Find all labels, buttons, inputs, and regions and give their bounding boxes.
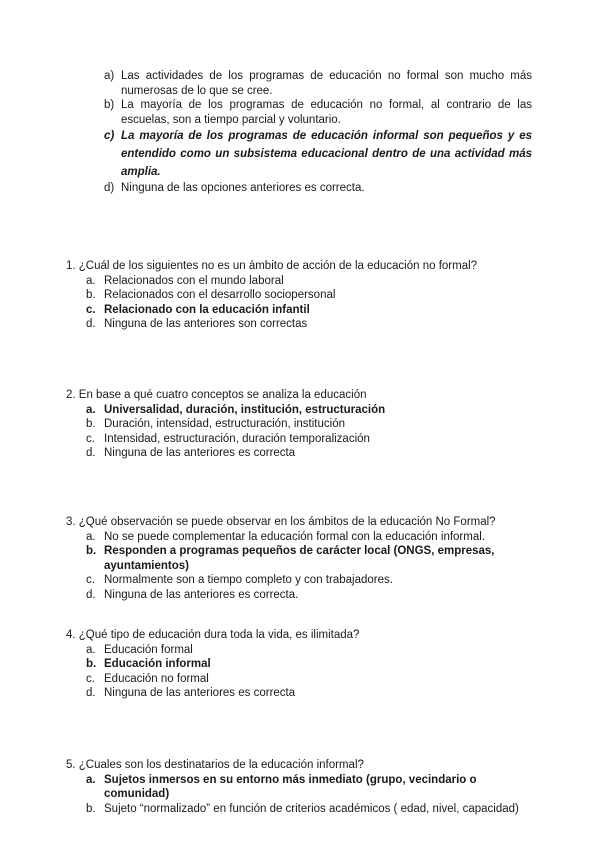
option-label: a. [86,773,96,786]
option-b [66,802,536,817]
option-label: c. [86,303,96,316]
option-a [66,274,536,289]
option-a [104,69,532,98]
option-label: a) [104,70,115,82]
option-label: d. [86,447,96,459]
option-c [66,432,536,447]
option-label: d. [86,687,96,699]
option-label: a. [86,403,96,416]
option-label: a. [86,274,96,287]
option-text: Ninguna de las anteriores es correcta [104,687,296,699]
option-b [104,98,532,127]
option-text: Relacionados con el desarrollo sociopersonal [104,289,336,301]
option-text: Educación no formal [104,672,209,685]
option-a [66,643,536,658]
option-a-correct [66,773,536,802]
option-text: Ninguna de las anteriores es correcta. [104,588,299,601]
option-label: d) [104,182,115,194]
option-text: Relacionados con el mundo laboral [104,274,284,287]
option-label: c. [86,574,95,586]
option-b-correct [66,657,536,672]
option-text: Educación informal [104,658,211,670]
option-d [66,686,536,701]
option-label: b. [86,658,97,670]
question-title: 5. ¿Cuales son los destinatarios de la educación informal? [66,759,364,771]
option-text: Ninguna de las anteriores son correctas [104,318,308,330]
option-label: b. [86,418,96,430]
previous-question-options [104,69,532,196]
option-d [66,317,536,332]
option-text: Ninguna de las opciones anteriores es correcta. [121,182,365,194]
option-label: b. [86,802,96,815]
option-text: Normalmente son a tiempo completo y con trabajadores. [104,574,393,586]
option-text: Sujetos inmersos en su entorno más inmediato (grupo, vecindario o comunidad) [104,773,477,800]
option-label: b. [86,289,96,301]
option-text: La mayoría de los programas de educación informal son pequeños y es entendido como un subsistema educacional dentro de una actividad más amplia. [121,130,532,178]
option-a [66,530,536,545]
option-text: Las actividades de los programas de educación no formal son mucho más numerosas de lo que se cree. [121,70,532,97]
option-label: b) [104,99,115,111]
question-4 [66,628,536,701]
option-a-correct [66,403,536,418]
question-title: 4. ¿Qué tipo de educación dura toda la vida, es ilimitada? [66,629,360,641]
option-b-correct [66,544,536,573]
option-text: Relacionado con la educación infantil [104,303,310,316]
option-label: c. [86,672,95,685]
option-text: Intensidad, estructuración, duración temporalización [104,432,370,445]
option-label: a. [86,643,96,656]
question-2 [66,388,536,461]
question-title: 3. ¿Qué observación se puede observar en los ámbitos de la educación No Formal? [66,516,496,528]
option-text: Duración, intensidad, estructuración, institución [104,418,345,430]
option-b [66,417,536,432]
option-label: c) [104,130,115,142]
question-title: 2. En base a qué cuatro conceptos se analiza la educación [66,389,367,401]
option-label: b. [86,545,97,557]
option-text: Ninguna de las anteriores es correcta [104,447,296,459]
option-text: No se puede complementar la educación formal con la educación informal. [104,530,485,543]
option-text: Universalidad, duración, institución, estructuración [104,403,386,416]
option-label: c. [86,432,95,445]
option-text: La mayoría de los programas de educación no formal, al contrario de las escuelas, son a tiempo parcial y voluntario. [121,99,532,126]
option-c-correct [104,127,532,181]
question-3 [66,515,536,602]
question-5 [66,758,536,816]
option-d [66,446,536,461]
option-d [104,181,532,196]
option-text: Educación formal [104,643,193,656]
question-title: 1. ¿Cuál de los siguientes no es un ámbito de acción de la educación no formal? [66,260,478,272]
option-c-correct [66,303,536,318]
option-c [66,573,536,588]
option-text: Responden a programas pequeños de carácter local (ONGS, empresas, ayuntamientos) [104,545,495,572]
option-b [66,288,536,303]
option-label: d. [86,318,96,330]
question-1 [66,259,536,332]
option-text: Sujeto “normalizado” en función de criterios académicos ( edad, nivel, capacidad) [104,802,519,815]
option-label: a. [86,530,96,543]
option-c [66,672,536,687]
option-label: d. [86,588,96,601]
option-d [66,588,536,603]
